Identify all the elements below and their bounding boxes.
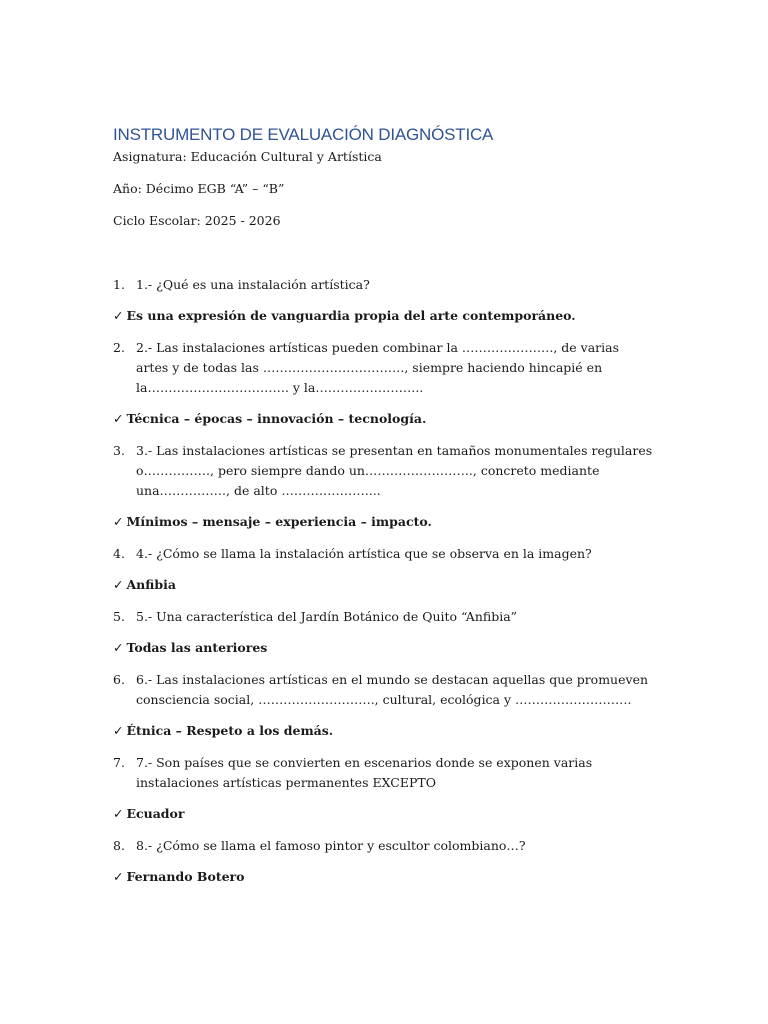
answer-line bbox=[113, 804, 653, 824]
document-page bbox=[113, 124, 653, 899]
question-number: 1. bbox=[113, 277, 125, 292]
answer-line bbox=[113, 638, 653, 658]
question-item bbox=[113, 441, 653, 501]
checkmark-icon: ✓ bbox=[113, 723, 124, 738]
question-number: 8. bbox=[113, 838, 125, 853]
answer-line bbox=[113, 575, 653, 595]
question-number: 5. bbox=[113, 609, 125, 624]
question-item bbox=[113, 753, 653, 793]
checkmark-icon: ✓ bbox=[113, 806, 124, 821]
year-line: Año: Décimo EGB “A” – “B” bbox=[113, 181, 285, 196]
question-text: 2.- Las instalaciones artísticas pueden combinar la …………………., de varias artes y de todas las ……………………………., siempre haciendo hincapié en la……………………………. y la…………………….. bbox=[136, 340, 620, 395]
answer-text: Étnica – Respeto a los demás. bbox=[126, 723, 334, 738]
answer-line bbox=[113, 721, 653, 741]
answer-line bbox=[113, 512, 653, 532]
question-item bbox=[113, 544, 653, 564]
answer-text: Fernando Botero bbox=[126, 869, 245, 884]
question-item bbox=[113, 670, 653, 710]
question-text: 8.- ¿Cómo se llama el famoso pintor y escultor colombiano…? bbox=[136, 838, 526, 853]
answer-line bbox=[113, 409, 653, 429]
question-number: 7. bbox=[113, 755, 125, 770]
question-list bbox=[113, 275, 653, 887]
answer-line bbox=[113, 306, 653, 326]
checkmark-icon: ✓ bbox=[113, 577, 124, 592]
answer-text: Mínimos – mensaje – experiencia – impacto. bbox=[126, 514, 432, 529]
answer-text: Técnica – épocas – innovación – tecnología. bbox=[126, 411, 427, 426]
question-text: 3.- Las instalaciones artísticas se presentan en tamaños monumentales regulares o……………., pero siempre dando un…………………….., concreto mediante una……………., de alto …………………... bbox=[136, 443, 653, 498]
cycle-line: Ciclo Escolar: 2025 - 2026 bbox=[113, 213, 281, 228]
question-number: 6. bbox=[113, 672, 125, 687]
subject-line: Asignatura: Educación Cultural y Artística bbox=[113, 149, 382, 164]
question-text: 1.- ¿Qué es una instalación artística? bbox=[136, 277, 370, 292]
question-number: 2. bbox=[113, 340, 125, 355]
question-text: 4.- ¿Cómo se llama la instalación artística que se observa en la imagen? bbox=[136, 546, 592, 561]
question-item bbox=[113, 607, 653, 627]
question-text: 5.- Una característica del Jardín Botánico de Quito “Anfibia” bbox=[136, 609, 518, 624]
question-text: 7.- Son países que se convierten en escenarios donde se exponen varias instalaciones artísticas permanentes EXCEPTO bbox=[136, 755, 593, 790]
question-item bbox=[113, 338, 653, 398]
checkmark-icon: ✓ bbox=[113, 308, 124, 323]
question-number: 3. bbox=[113, 443, 125, 458]
checkmark-icon: ✓ bbox=[113, 640, 124, 655]
document-title: INSTRUMENTO DE EVALUACIÓN DIAGNÓSTICA bbox=[113, 125, 494, 144]
question-item bbox=[113, 836, 653, 856]
question-item bbox=[113, 275, 653, 295]
question-text: 6.- Las instalaciones artísticas en el mundo se destacan aquellas que promueven consciencia social, ………………………., cultural, ecológica y ………………………. bbox=[136, 672, 649, 707]
checkmark-icon: ✓ bbox=[113, 411, 124, 426]
checkmark-icon: ✓ bbox=[113, 869, 124, 884]
answer-text: Todas las anteriores bbox=[126, 640, 268, 655]
checkmark-icon: ✓ bbox=[113, 514, 124, 529]
answer-line bbox=[113, 867, 653, 887]
answer-text: Es una expresión de vanguardia propia del arte contemporáneo. bbox=[126, 308, 576, 323]
answer-text: Anfibia bbox=[126, 577, 176, 592]
question-number: 4. bbox=[113, 546, 125, 561]
answer-text: Ecuador bbox=[126, 806, 185, 821]
